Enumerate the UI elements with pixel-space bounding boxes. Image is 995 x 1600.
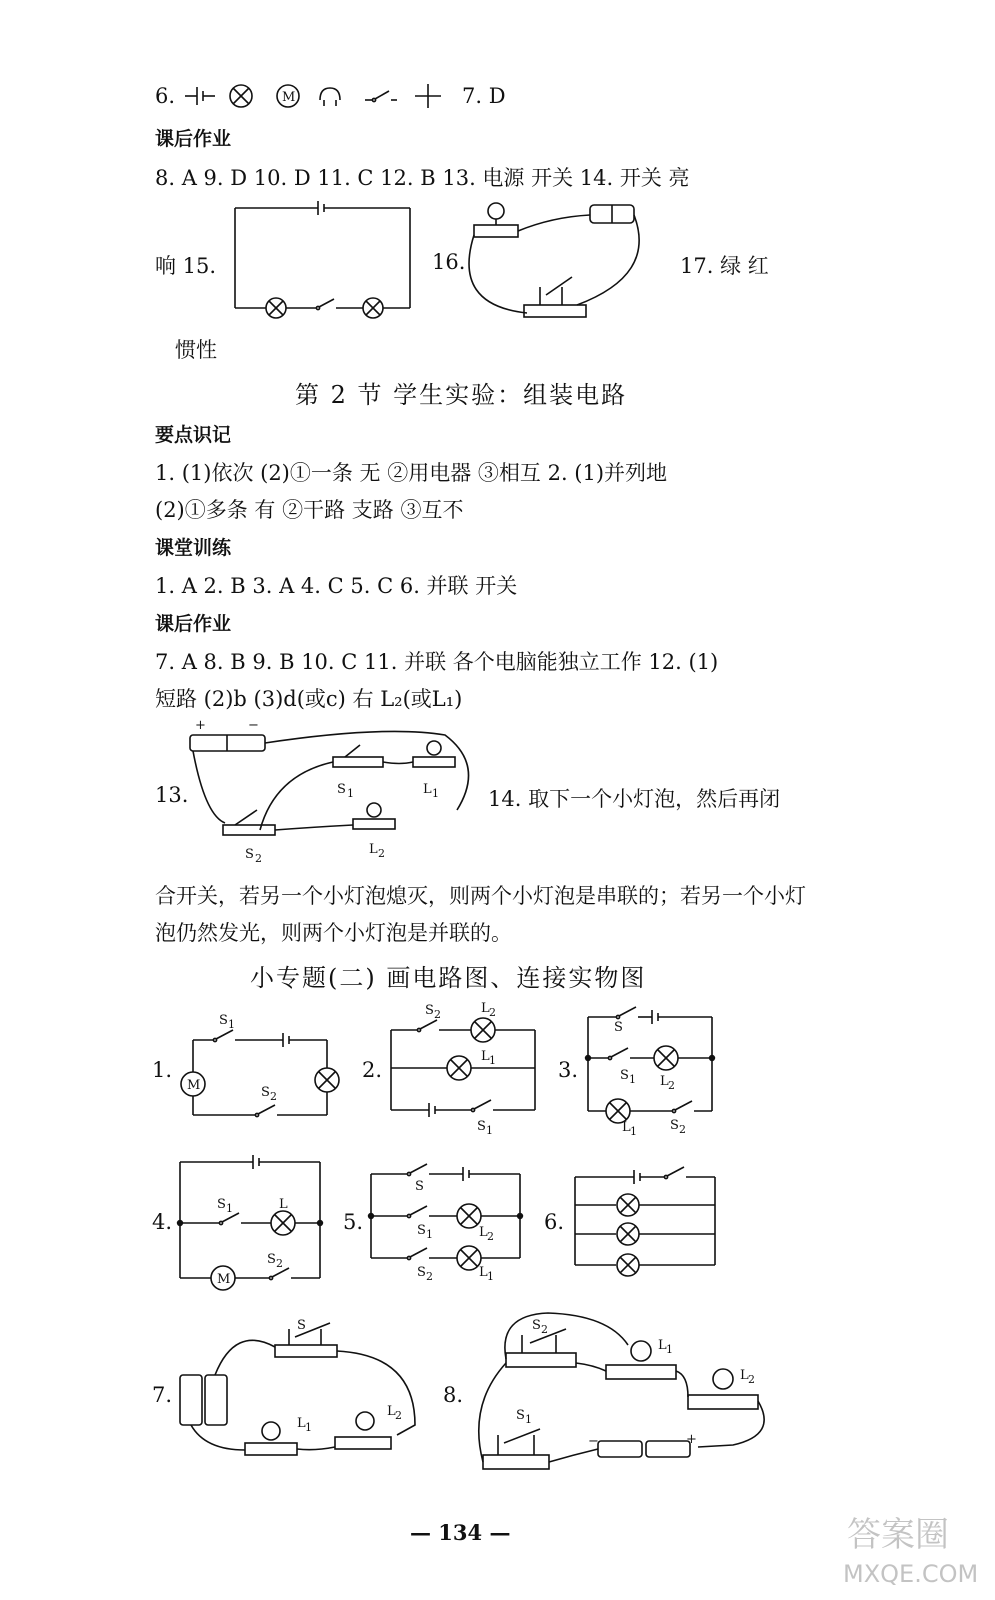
svg-text:S: S xyxy=(217,1197,226,1212)
heading-homework-2: 课后作业 xyxy=(155,613,232,635)
svg-text:2: 2 xyxy=(276,1257,283,1270)
section-title-2: 第 2 节 学生实验：组装电路 xyxy=(295,381,628,409)
svg-text:L: L xyxy=(740,1368,749,1383)
diagram-3-circuit xyxy=(580,1003,720,1138)
battery-symbol xyxy=(185,87,215,105)
diagram-7-label: 7. xyxy=(152,1383,173,1407)
svg-text:1: 1 xyxy=(487,1270,494,1283)
homework-line3: 合开关，若另一个小灯泡熄灭，则两个小灯泡是串联的；若另一个小灯 xyxy=(155,884,806,908)
q17-answer: 17. 绿 红 xyxy=(680,254,769,278)
svg-text:1: 1 xyxy=(305,1421,312,1434)
svg-text:2: 2 xyxy=(679,1123,686,1136)
svg-text:L: L xyxy=(660,1074,669,1089)
q15-circuit-diagram xyxy=(230,200,415,320)
svg-text:L: L xyxy=(481,1049,490,1064)
svg-text:1: 1 xyxy=(228,1018,235,1031)
svg-text:+: + xyxy=(686,1432,697,1447)
svg-text:1: 1 xyxy=(630,1125,637,1138)
diagram-2-circuit xyxy=(385,1000,545,1140)
svg-text:S: S xyxy=(670,1118,679,1133)
svg-text:−: − xyxy=(588,1434,599,1449)
diagram-4-circuit xyxy=(175,1148,330,1288)
diagram-2-label: 2. xyxy=(362,1058,383,1082)
svg-text:S: S xyxy=(425,1003,434,1018)
diagram-1-label: 1. xyxy=(152,1058,173,1082)
svg-text:2: 2 xyxy=(748,1373,755,1386)
svg-text:S: S xyxy=(417,1265,426,1280)
diagram-1-circuit xyxy=(175,1010,345,1125)
switch-symbol xyxy=(365,91,397,102)
svg-text:S: S xyxy=(245,847,254,862)
svg-text:1: 1 xyxy=(486,1124,493,1137)
svg-text:1: 1 xyxy=(525,1413,532,1426)
svg-text:1: 1 xyxy=(226,1202,233,1215)
svg-text:S: S xyxy=(620,1068,629,1083)
heading-class-training: 课堂训练 xyxy=(155,537,232,559)
svg-text:1: 1 xyxy=(629,1073,636,1086)
diagram-4-label: 4. xyxy=(152,1210,173,1234)
motor-symbol xyxy=(277,85,299,107)
svg-text:2: 2 xyxy=(426,1270,433,1283)
svg-text:1: 1 xyxy=(347,787,354,800)
diagram-8-physical-circuit xyxy=(478,1305,788,1480)
q6-label: 6. xyxy=(155,84,176,108)
answer-line: 8. A 9. D 10. D 11. C 12. B 13. 电源 开关 14. 开关 亮 xyxy=(155,166,690,190)
svg-text:2: 2 xyxy=(270,1090,277,1103)
heading-key-points: 要点识记 xyxy=(155,424,232,446)
bell-symbol xyxy=(320,88,340,106)
svg-text:M: M xyxy=(217,1272,231,1287)
diagram-6-circuit xyxy=(570,1163,720,1288)
svg-text:S: S xyxy=(614,1020,623,1035)
svg-text:S: S xyxy=(415,1179,424,1194)
svg-text:L: L xyxy=(481,1001,490,1016)
svg-text:2: 2 xyxy=(378,847,385,860)
svg-text:S: S xyxy=(337,782,346,797)
svg-text:L: L xyxy=(423,782,432,797)
svg-text:2: 2 xyxy=(489,1006,496,1019)
svg-text:M: M xyxy=(187,1078,201,1093)
svg-text:S: S xyxy=(261,1085,270,1100)
svg-text:1: 1 xyxy=(432,787,439,800)
svg-text:S: S xyxy=(267,1252,276,1267)
svg-text:−: − xyxy=(248,718,259,733)
diagram-7-physical-circuit xyxy=(175,1315,425,1465)
svg-text:2: 2 xyxy=(487,1230,494,1243)
svg-text:L: L xyxy=(622,1120,631,1135)
svg-text:2: 2 xyxy=(668,1079,675,1092)
circuit-symbols-row xyxy=(185,80,445,112)
q7-answer: 7. D xyxy=(462,84,506,108)
q15-label: 响 15. xyxy=(155,254,217,278)
lamp-symbol xyxy=(230,85,252,107)
wire-cross-symbol xyxy=(415,84,441,108)
svg-text:1: 1 xyxy=(426,1228,433,1241)
svg-text:L: L xyxy=(479,1265,488,1280)
key-points-line2: (2)①多条 有 ②干路 支路 ③互不 xyxy=(155,498,464,522)
diagram-5-label: 5. xyxy=(343,1210,364,1234)
svg-text:S: S xyxy=(417,1223,426,1238)
svg-text:S: S xyxy=(297,1318,306,1333)
svg-text:L: L xyxy=(387,1404,396,1419)
svg-text:+: + xyxy=(195,718,206,733)
svg-text:2: 2 xyxy=(434,1008,441,1021)
svg-text:2: 2 xyxy=(395,1409,402,1422)
svg-text:L: L xyxy=(479,1225,488,1240)
svg-text:M: M xyxy=(282,90,296,105)
q16-physical-circuit xyxy=(462,195,642,330)
answer-tail: 惯性 xyxy=(175,338,217,362)
key-points-line1: 1. (1)依次 (2)①一条 无 ②用电器 ③相互 2. (1)并列地 xyxy=(155,461,668,485)
diagram-6-label: 6. xyxy=(544,1210,565,1234)
q14-answer: 14. 取下一个小灯泡，然后再闭 xyxy=(488,787,781,811)
svg-text:2: 2 xyxy=(255,852,262,865)
svg-text:L: L xyxy=(297,1416,306,1431)
homework-line4: 泡仍然发光，则两个小灯泡是并联的。 xyxy=(155,921,512,945)
class-training-line: 1. A 2. B 3. A 4. C 5. C 6. 并联 开关 xyxy=(155,574,518,598)
watermark-logo xyxy=(837,1502,987,1592)
svg-text:答案圈: 答案圈 xyxy=(847,1515,949,1555)
section-title-3: 小专题(二) 画电路图、连接实物图 xyxy=(250,964,647,992)
svg-text:S: S xyxy=(532,1318,541,1333)
diagram-5-circuit xyxy=(365,1160,530,1285)
diagram-8-label: 8. xyxy=(443,1383,464,1407)
q13-physical-circuit xyxy=(185,715,475,865)
svg-text:1: 1 xyxy=(489,1054,496,1067)
svg-text:S: S xyxy=(477,1119,486,1134)
page-number: — 134 — xyxy=(410,1520,511,1545)
svg-text:1: 1 xyxy=(666,1343,673,1356)
homework-line1: 7. A 8. B 9. B 10. C 11. 并联 各个电脑能独立工作 12. (1) xyxy=(155,650,719,674)
homework-line2: 短路 (2)b (3)d(或c) 右 L₂(或L₁) xyxy=(155,687,463,711)
svg-text:L: L xyxy=(658,1338,667,1353)
svg-text:L: L xyxy=(369,842,378,857)
svg-text:2: 2 xyxy=(541,1323,548,1336)
svg-text:S: S xyxy=(219,1013,228,1028)
q16-label: 16. xyxy=(432,250,466,274)
svg-text:S: S xyxy=(516,1408,525,1423)
svg-text:MXQE.COM: MXQE.COM xyxy=(843,1560,979,1588)
section-heading-homework: 课后作业 xyxy=(155,128,232,150)
svg-text:L: L xyxy=(279,1197,288,1212)
q13-label: 13. xyxy=(155,783,189,807)
diagram-3-label: 3. xyxy=(558,1058,579,1082)
